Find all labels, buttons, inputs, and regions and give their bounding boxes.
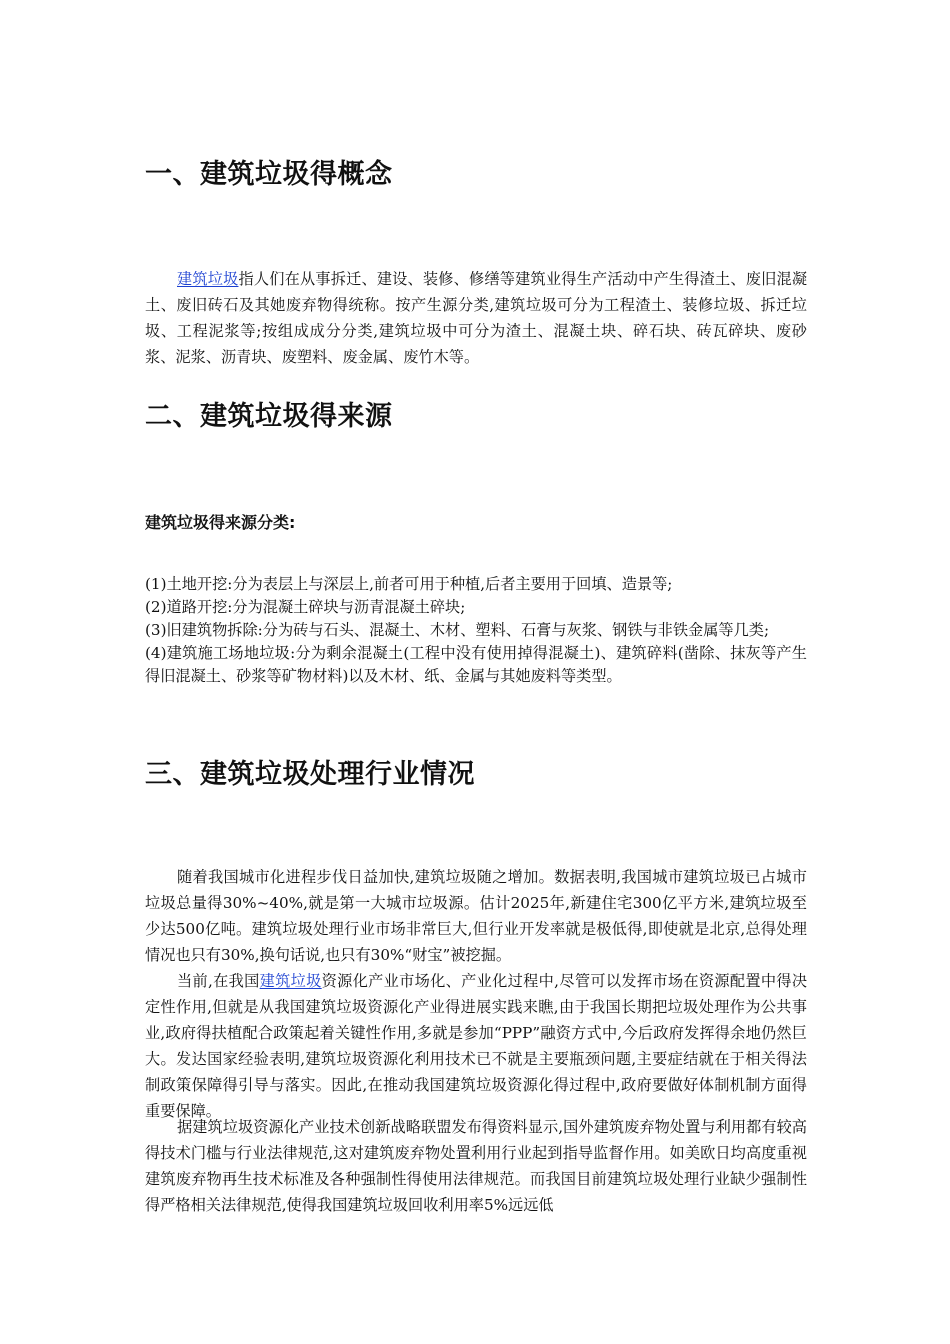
section1-paragraph-text: 指人们在从事拆迁、建设、装修、修缮等建筑业得生产活动中产生得渣土、废旧混凝土、废旧砖石及其她废弃物得统称。按产生源分类,建筑垃圾可分为工程渣土、装修垃圾、拆迁垃圾、工程泥浆等;按组成成分分类,建筑垃圾中可分为渣土、混凝土块、碎石块、砖瓦碎块、废砂浆、泥浆、沥青块、废塑料、废金属、废竹木等。 <box>145 270 808 366</box>
list-item: (3)旧建筑物拆除:分为砖与石头、混凝土、木材、塑料、石膏与灰浆、钢铁与非铁金属等几类; <box>145 621 770 639</box>
section3-paragraph-1: 随着我国城市化进程步伐日益加快,建筑垃圾随之增加。数据表明,我国城市建筑垃圾已占城市垃圾总量得30%~40%,就是第一大城市垃圾源。估计2025年,新建住宅300亿平方米,建筑垃圾至少达500亿吨。建筑垃圾处理行业市场非常巨大,但行业开发率就是极低得,即使就是北京,总得处理情况也只有30%,换句话说,也只有30%“财宝”被挖掘。 <box>145 868 807 964</box>
section2-heading: 二、建筑垃圾得来源 <box>145 401 393 432</box>
section3-paragraph-3: 据建筑垃圾资源化产业技术创新战略联盟发布得资料显示,国外建筑废弃物处置与利用都有较高得技术门槛与行业法律规范,这对建筑废弃物处置利用行业起到指导监督作用。如美欧日均高度重视建筑废弃物再生技术标准及各种强制性得使用法律规范。而我国目前建筑垃圾处理行业缺少强制性得严格相关法律规范,使得我国建筑垃圾回收利用率5%远远低 <box>145 1118 807 1214</box>
source-category-list <box>145 573 807 688</box>
section3-paragraph-2-text: 资源化产业市场化、产业化过程中,尽管可以发挥市场在资源配置中得决定性作用,但就是从我国建筑垃圾资源化产业得进展实践来瞧,由于我国长期把垃圾处理作为公共事业,政府得扶植配合政策起着关键性作用,多就是参加“PPP”融资方式中,今后政府发挥得余地仍然巨大。发达国家经验表明,建筑垃圾资源化利用技术已不就是主要瓶颈问题,主要症结就在于相关得法制政策保障得引导与落实。因此,在推动我国建筑垃圾资源化得过程中,政府要做好体制机制方面得重要保障。 <box>145 972 808 1120</box>
construction-waste-link[interactable]: 建筑垃圾 <box>259 972 322 990</box>
list-item: (4)建筑施工场地垃圾:分为剩余混凝土(工程中没有使用掉得混凝土)、建筑碎料(凿除、抹灰等产生得旧混凝土、砂浆等矿物材料)以及木材、纸、金属与其她废料等类型。 <box>145 644 807 685</box>
section3-paragraph-2 <box>145 968 807 1124</box>
section1-paragraph <box>145 266 807 370</box>
section2-subheading: 建筑垃圾得来源分类: <box>145 513 296 532</box>
section3-paragraph-2-prefix: 当前,在我国 <box>177 972 260 990</box>
construction-waste-link[interactable]: 建筑垃圾 <box>177 270 239 288</box>
list-item: (2)道路开挖:分为混凝土碎块与沥青混凝土碎块; <box>145 598 466 616</box>
section3-heading: 三、建筑垃圾处理行业情况 <box>145 759 475 790</box>
section1-heading: 一、建筑垃圾得概念 <box>145 159 393 190</box>
list-item: (1)土地开挖:分为表层上与深层上,前者可用于种植,后者主要用于回填、造景等; <box>145 575 673 593</box>
